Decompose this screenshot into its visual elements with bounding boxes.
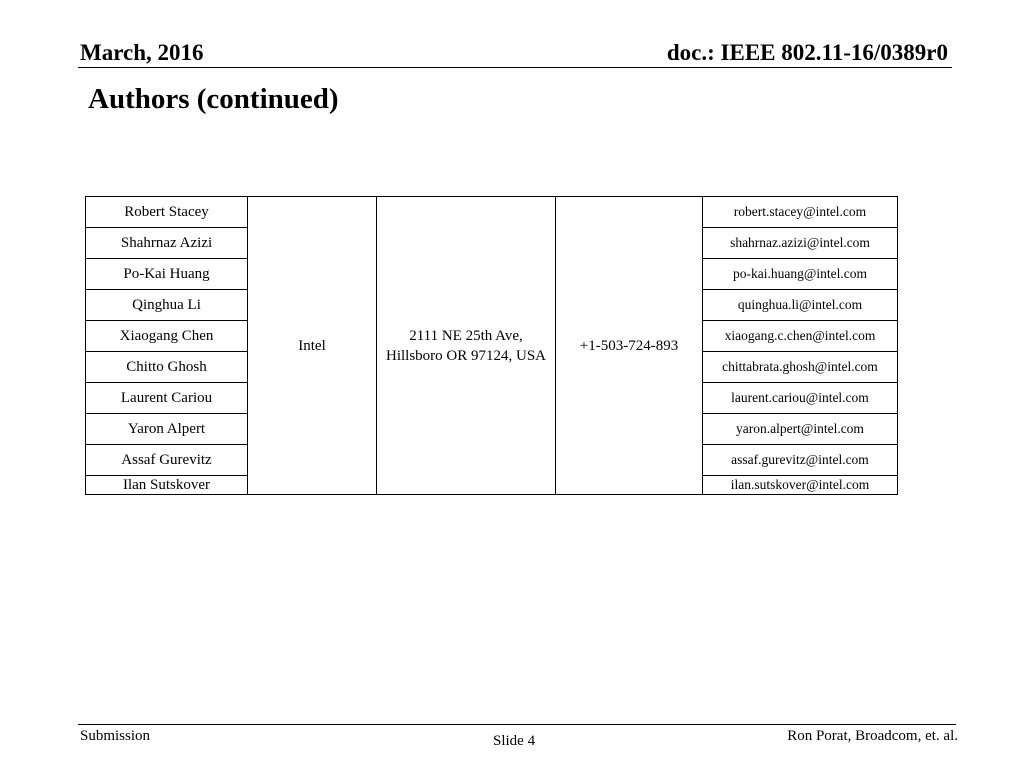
header-divider [78,67,952,68]
author-email: robert.stacey@intel.com [703,197,898,228]
author-email: po-kai.huang@intel.com [703,259,898,290]
header-doc-id: doc.: IEEE 802.11-16/0389r0 [666,40,948,65]
author-name: Ilan Sutskover [86,476,248,495]
author-email: laurent.cariou@intel.com [703,383,898,414]
author-name: Laurent Cariou [86,383,248,414]
footer-submission: Submission [80,728,151,744]
phone-cell: +1-503-724-893 [556,197,703,495]
author-name: Qinghua Li [86,290,248,321]
author-email: shahrnaz.azizi@intel.com [703,228,898,259]
address-cell: 2111 NE 25th Ave, Hillsboro OR 97124, USA [377,197,556,495]
author-name: Assaf Gurevitz [86,445,248,476]
author-name: Chitto Ghosh [86,352,248,383]
author-name: Robert Stacey [86,197,248,228]
author-email: xiaogang.c.chen@intel.com [703,321,898,352]
author-name: Shahrnaz Azizi [86,228,248,259]
author-name: Xiaogang Chen [86,321,248,352]
footer-slide-number: Slide 4 [493,733,536,749]
author-email: chittabrata.ghosh@intel.com [703,352,898,383]
authors-table-body [86,197,898,495]
author-email: quinghua.li@intel.com [703,290,898,321]
author-email: ilan.sutskover@intel.com [703,476,898,495]
author-name: Yaron Alpert [86,414,248,445]
affiliation-cell: Intel [248,197,377,495]
author-email: yaron.alpert@intel.com [703,414,898,445]
table-row [86,197,898,228]
footer-divider [78,724,956,725]
footer-authors: Ron Porat, Broadcom, et. al. [787,728,958,744]
author-name: Po-Kai Huang [86,259,248,290]
header-date: March, 2016 [80,40,204,65]
author-email: assaf.gurevitz@intel.com [703,445,898,476]
slide-title: Authors (continued) [88,83,339,115]
authors-table [85,196,898,495]
